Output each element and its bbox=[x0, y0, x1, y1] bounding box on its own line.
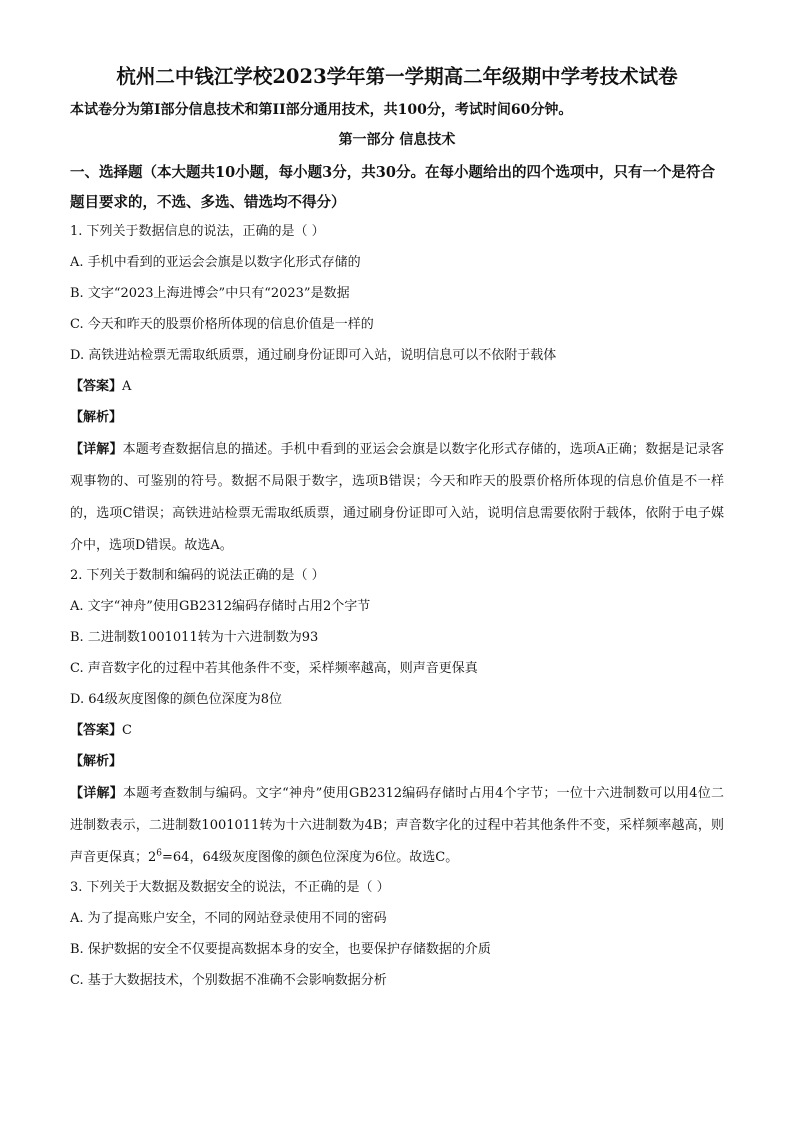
q1-option-d: D. 高铁进站检票无需取纸质票，通过刷身份证即可入站，说明信息可以不依附于载体 bbox=[70, 348, 557, 363]
section-title: 一、选择题（本大题共10小题，每小题3分，共30分。在每小题给出的四个选项中，只有一个是符合题目要求的，不选、多选、错选均不得分） bbox=[70, 164, 715, 211]
q2-analysis-tag bbox=[70, 752, 724, 772]
q2-stem: 2. 下列关于数制和编码的说法正确的是（ ） bbox=[70, 568, 325, 583]
exam-intro: 本试卷分为第I部分信息技术和第II部分通用技术，共100分，考试时间60分钟。 bbox=[70, 102, 573, 118]
answer-value: C bbox=[122, 723, 132, 738]
q1-option-b: B. 文字“2023上海进博会”中只有“2023”是数据 bbox=[70, 286, 350, 301]
answer-tag: 【答案】 bbox=[70, 379, 123, 394]
part-title: 第一部分 信息技术 bbox=[338, 132, 456, 148]
q3-option-a: A. 为了提高账户安全，不同的网站登录使用不同的密码 bbox=[70, 911, 387, 926]
exam-title: 杭州二中钱江学校2023学年第一学期高二年级期中学考技术试卷 bbox=[116, 65, 678, 88]
exponent: 6 bbox=[156, 848, 163, 859]
analysis-tag: 【解析】 bbox=[70, 754, 123, 769]
q2-detail bbox=[70, 778, 724, 874]
detail-tag: 【详解】 bbox=[70, 786, 124, 801]
q2-option-a: A. 文字“神舟”使用GB2312编码存储时占用2个字节 bbox=[70, 599, 371, 614]
q1-analysis-tag bbox=[70, 408, 724, 428]
detail-text-after: =64，64级灰度图像的颜色位深度为6位。故选C。 bbox=[162, 850, 459, 865]
q1-option-c: C. 今天和昨天的股票价格所体现的信息价值是一样的 bbox=[70, 317, 374, 332]
q2-option-b: B. 二进制数1001011转为十六进制数为93 bbox=[70, 630, 319, 645]
q1-option-a: A. 手机中看到的亚运会会旗是以数字化形式存储的 bbox=[70, 255, 361, 270]
q2-option-c: C. 声音数字化的过程中若其他条件不变，采样频率越高，则声音更保真 bbox=[70, 661, 478, 676]
detail-tag: 【详解】 bbox=[70, 442, 123, 457]
analysis-tag: 【解析】 bbox=[70, 410, 123, 425]
q3-option-c: C. 基于大数据技术，个别数据不准确不会影响数据分析 bbox=[70, 973, 387, 988]
q3-option-b: B. 保护数据的安全不仅要提高数据本身的安全，也要保护存储数据的介质 bbox=[70, 942, 491, 957]
detail-text: 本题考查数据信息的描述。手机中看到的亚运会会旗是以数字化形式存储的，选项A正确；数据是记录客观事物的、可鉴别的符号。数据不局限于数字，选项B错误；今天和昨天的股票价格所体现的信息价值是不一样的，选项C错误；高铁进站检票无需取纸质票，通过刷身份证即可入站，说明信息需要依附于载体，依附于电子媒介中，选项D错误。故选A。 bbox=[70, 442, 724, 553]
q2-option-d: D. 64级灰度图像的颜色位深度为8位 bbox=[70, 692, 283, 707]
answer-value: A bbox=[122, 379, 132, 394]
q2-answer bbox=[70, 721, 724, 741]
q3-stem: 3. 下列关于大数据及数据安全的说法，不正确的是（ ） bbox=[70, 880, 390, 895]
detail-text-before: 本题考查数制与编码。文字“神舟”使用GB2312编码存储时占用4个字节；一位十六进制数可以用4位二进制数表示，二进制数1001011转为十六进制数为4B；声音数字化的过程中若其他条件不变，采样频率越高，则声音更保真；2 bbox=[70, 786, 724, 865]
q1-stem: 1. 下列关于数据信息的说法，正确的是（ ） bbox=[70, 224, 325, 239]
answer-tag: 【答案】 bbox=[70, 723, 123, 738]
q1-answer bbox=[70, 377, 724, 397]
q1-detail bbox=[70, 434, 724, 562]
